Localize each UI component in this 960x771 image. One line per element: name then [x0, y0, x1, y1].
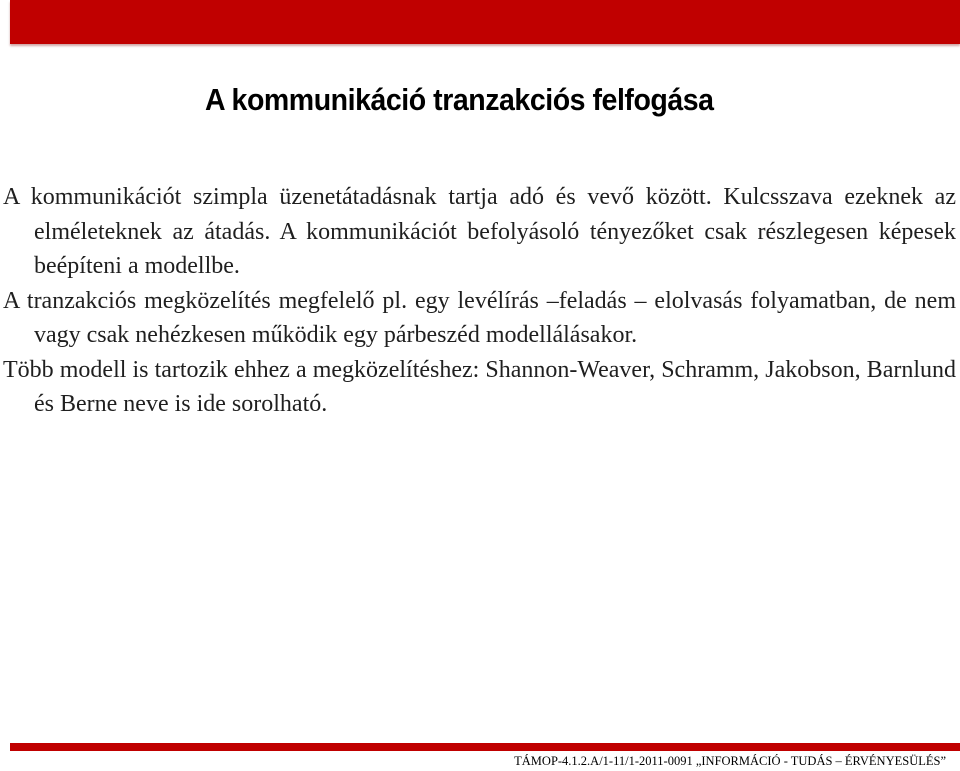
- slide-body: [3, 180, 956, 422]
- slide-title: A kommunikáció tranzakciós felfogása: [205, 82, 714, 117]
- footer-text: TÁMOP-4.1.2.A/1-11/1-2011-0091 „INFORMÁCIÓ - TUDÁS – ÉRVÉNYESÜLÉS”: [514, 754, 946, 768]
- paragraph-2: A tranzakciós megközelítés megfelelő pl. egy levélírás –feladás – elolvasás folyamatban, de nem vagy csak nehézkesen működik egy párbeszéd modellálásakor.: [3, 287, 956, 348]
- bottom-accent-bar: [10, 743, 960, 751]
- paragraph-1: A kommunikációt szimpla üzenetátadásnak tartja adó és vevő között. Kulcsszava ezeknek az elméleteknek az átadás. A kommunikációt befolyásoló tényezőket csak részlegesen képesek beépíteni a modellbe.: [3, 184, 956, 279]
- top-accent-bar: [10, 0, 960, 44]
- paragraph-3: Több modell is tartozik ehhez a megközelítéshez: Shannon-Weaver, Schramm, Jakobson, Barnlund és Berne neve is ide sorolható.: [3, 356, 956, 417]
